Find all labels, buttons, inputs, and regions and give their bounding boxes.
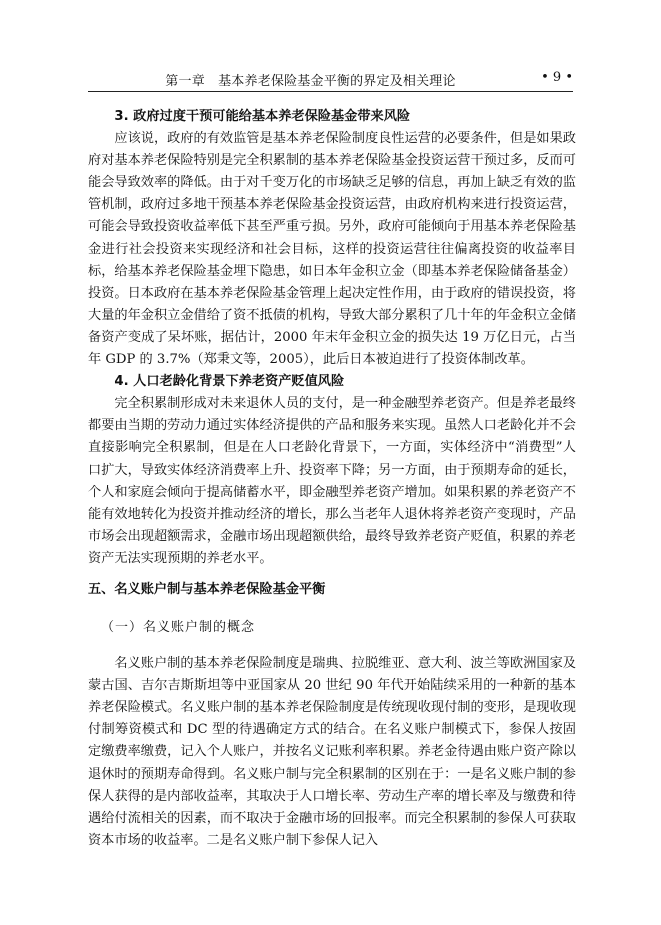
section-4-heading: 4. 人口老龄化背景下养老资产贬值风险 [114, 374, 345, 390]
section-5-subheading: （一）名义账户制的概念 [101, 620, 256, 636]
section-4-paragraph: 完全积累制形成对未来退休人员的支付，是一种金融型养老资产。但是养老最终都要由当期的劳动力通过实体经济提供的产品和服务来实现。虽然人口老龄化并不会直接影响完全积累制，但是在人口老龄化背景下，一方面，实体经济中“消费型”人口扩大，导致实体经济消费率上升、投资率下降；另一方面，由于预期寿命的延长，个人和家庭会倾向于提高储蓄水平，即金融型养老资产增加。如果积累的养老资产不能有效地转化为投资并推动经济的增长，那么当老年人退休将养老资产变现时，产品市场会出现超额需求，金融市场出现超额供给，最终导致养老资产贬值，积累的养老资产无法实现预期的养老水平。 [88, 396, 576, 566]
section-5-heading: 五、名义账户制与基本养老保险基金平衡 [88, 581, 326, 597]
page-number: • 9 • [541, 70, 573, 85]
section-3-heading: 3. 政府过度干预可能给基本养老保险基金带来风险 [114, 109, 411, 124]
chapter-title: 第一章 基本养老保险基金平衡的界定及相关理论 [165, 74, 456, 89]
section-3-paragraph: 应该说，政府的有效监管是基本养老保险制度良性运营的必要条件，但是如果政府对基本养老保险特别是完全积累制的基本养老保险基金投资运营干预过多，反而可能会导致效率的降低。由于对千变万化的市场缺乏足够的信息，再加上缺乏有效的监管机制，政府过多地干预基本养老保险基金投资运营，由政府机构来进行投资运营，可能会导致投资收益率低下甚至严重亏损。另外，政府可能倾向于用基本养老保险基金进行社会投资来实现经济和社会目标，这样的投资运营往往偏离投资的收益率目标，给基本养老保险基金埋下隐患，如日本年金积立金（即基本养老保险储备基金）投资。日本政府在基本养老保险基金管理上起决定性作用，由于政府的错误投资，将大量的年金积立金借给了资不抵债的机构，导致大部分累积了几十年的年金积立金储备资产变成了呆坏账，据估计，2000 年末年金积立金的损失达 19 万亿日元，占当年 GDP 的 3.7%（郑秉文等，2005），此后日本被迫进行了投资体制改革。 [88, 131, 576, 368]
running-header [88, 68, 573, 92]
section-5-paragraph: 名义账户制的基本养老保险制度是瑞典、拉脱维亚、意大利、波兰等欧洲国家及蒙古国、吉尔吉斯斯坦等中亚国家从 20 世纪 90 年代开始陆续采用的一种新的基本养老保险模式。名义账户制的基本养老保险制度是传统现收现付制的变形，是现收现付制筹资模式和 DC 型的待遇确定方式的结合。在名义账户制模式下，参保人按固定缴费率缴费，记入个人账户，并按名义记账利率积累。养老金待遇由账户资产除以退休时的预期寿命得到。名义账户制与完全积累制的区别在于：一是名义账户制的参保人获得的是内部收益率，其取决于人口增长率、劳动生产率的增长率及与缴费和待遇给付流相关的因素，而不取决于金融市场的回报率。而完全积累制的参保人可获取资本市场的收益率。二是名义账户制下参保人记入 [88, 656, 576, 848]
page-body [88, 106, 576, 852]
header-rule [88, 91, 573, 92]
